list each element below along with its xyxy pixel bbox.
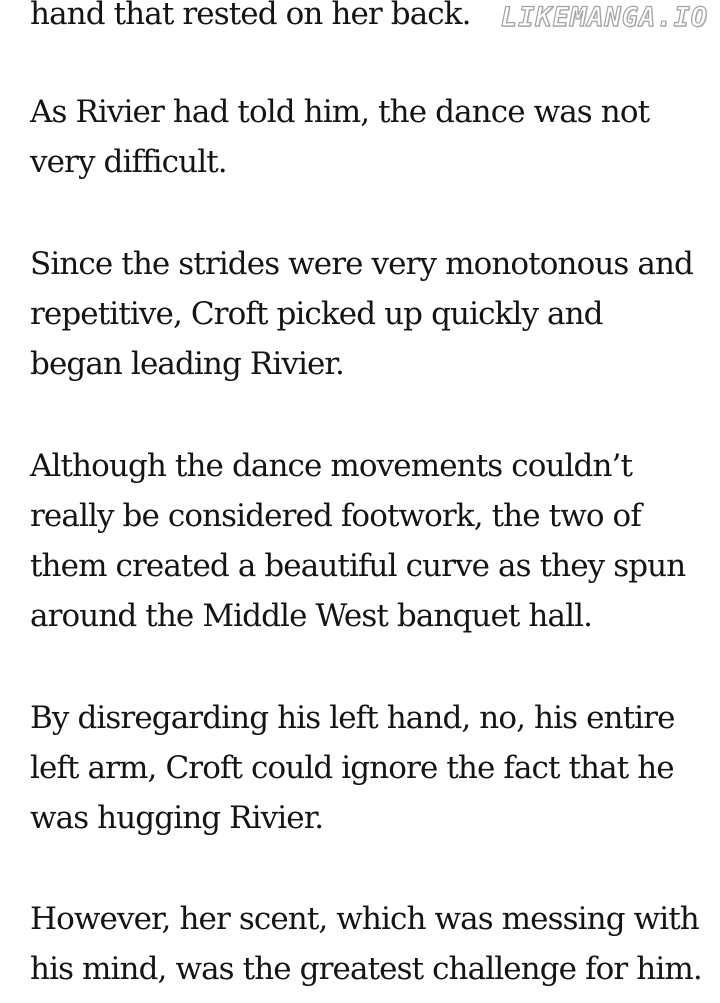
- text-line: very difficult.: [30, 144, 227, 180]
- text-line: was hugging Rivier.: [30, 800, 324, 836]
- paragraph-6: [30, 894, 702, 994]
- paragraph-1: [30, 0, 471, 39]
- text-line: However, her scent, which was messing with: [30, 901, 699, 937]
- text-line: really be considered footwork, the two of: [30, 498, 641, 534]
- text-line: around the Middle West banquet hall.: [30, 598, 593, 634]
- text-line: his mind, was the greatest challenge for him.: [30, 951, 702, 987]
- text-line: them created a beautiful curve as they spun: [30, 548, 686, 584]
- paragraph-2: [30, 87, 649, 187]
- paragraph-5: [30, 693, 675, 843]
- text-line: By disregarding his left hand, no, his entire: [30, 700, 675, 736]
- paragraph-3: [30, 239, 693, 389]
- text-line: hand that rested on her back.: [30, 0, 471, 32]
- text-line: left arm, Croft could ignore the fact that he: [30, 750, 674, 786]
- paragraph-4: [30, 441, 685, 641]
- text-line: Although the dance movements couldn’t: [30, 448, 633, 484]
- text-line: repetitive, Croft picked up quickly and: [30, 296, 603, 332]
- text-line: began leading Rivier.: [30, 346, 344, 382]
- watermark-logo: LIKEMANGA.IO: [500, 2, 708, 33]
- text-line: As Rivier had told him, the dance was not: [30, 94, 650, 130]
- text-line: Since the strides were very monotonous and: [30, 246, 693, 282]
